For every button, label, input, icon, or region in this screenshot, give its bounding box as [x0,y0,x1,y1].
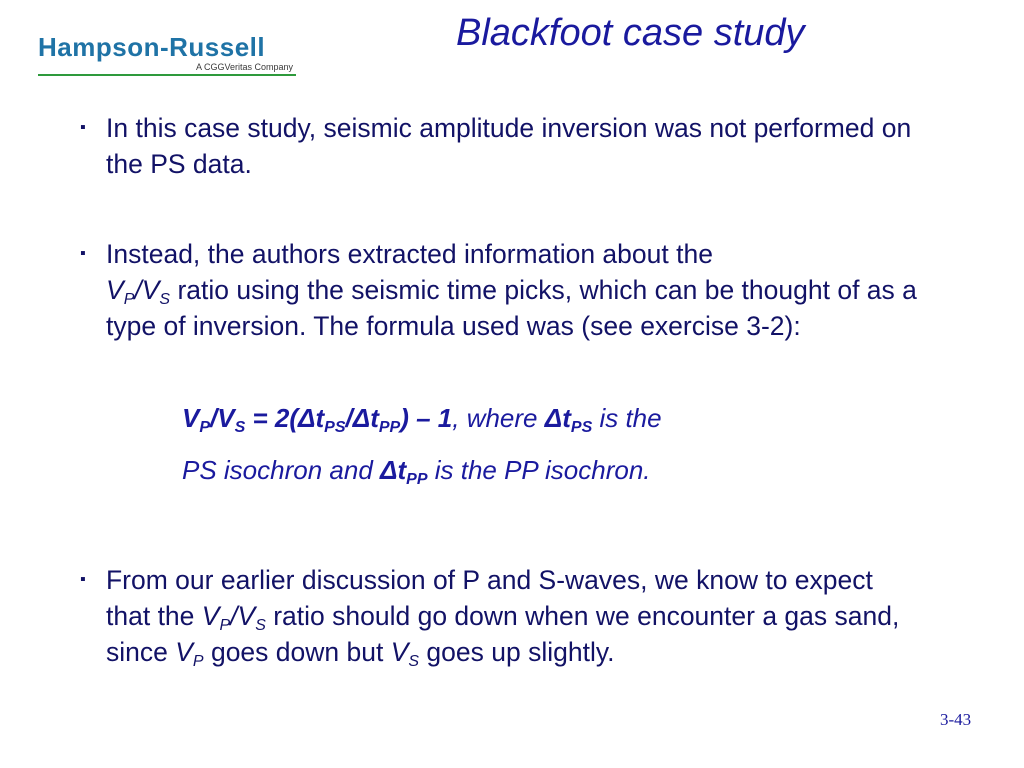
bullet-1 [80,110,920,182]
logo-underline [38,74,296,76]
bullet-2 [80,236,920,344]
equation-line-1: $V_P/V_S = 2(\Delta t_{PS}/\Delta t_{PP}) - 1$, where $\Delta t_{PS}$ is the [182,403,662,436]
slide-title: Blackfoot case study [456,12,805,54]
bullet-2-text: Instead, the authors extracted information about the $V_P/V_S$ ratio using the seismic time picks, which can be thought of as a type of inversion. The formula used was (see exercise 3-2): [106,239,917,341]
equation-line-2: PS isochron and $\Delta t_{PP}$ is the PP isochron. [182,455,651,488]
bullet-3-text: From our earlier discussion of P and S-waves, we know to expect that the $V_P/V_S$ ratio should go down when we encounter a gas sand, since $V_P$ goes down but $V_S$ goes up slightly. [106,565,900,670]
bullet-1-text: In this case study, seismic amplitude inversion was not performed on the PS data. [106,113,912,179]
page-number: 3-43 [940,710,972,729]
bullet-marker-1: ▪ [80,119,86,136]
logo-tagline: A CGGVeritas Company [196,62,294,72]
logo-name: Hampson-Russell [38,32,266,62]
bullet-3 [80,562,920,670]
hampson-russell-logo [38,32,294,72]
bullet-marker-2: ▪ [80,245,86,262]
bullet-marker-3: ▪ [80,571,86,588]
